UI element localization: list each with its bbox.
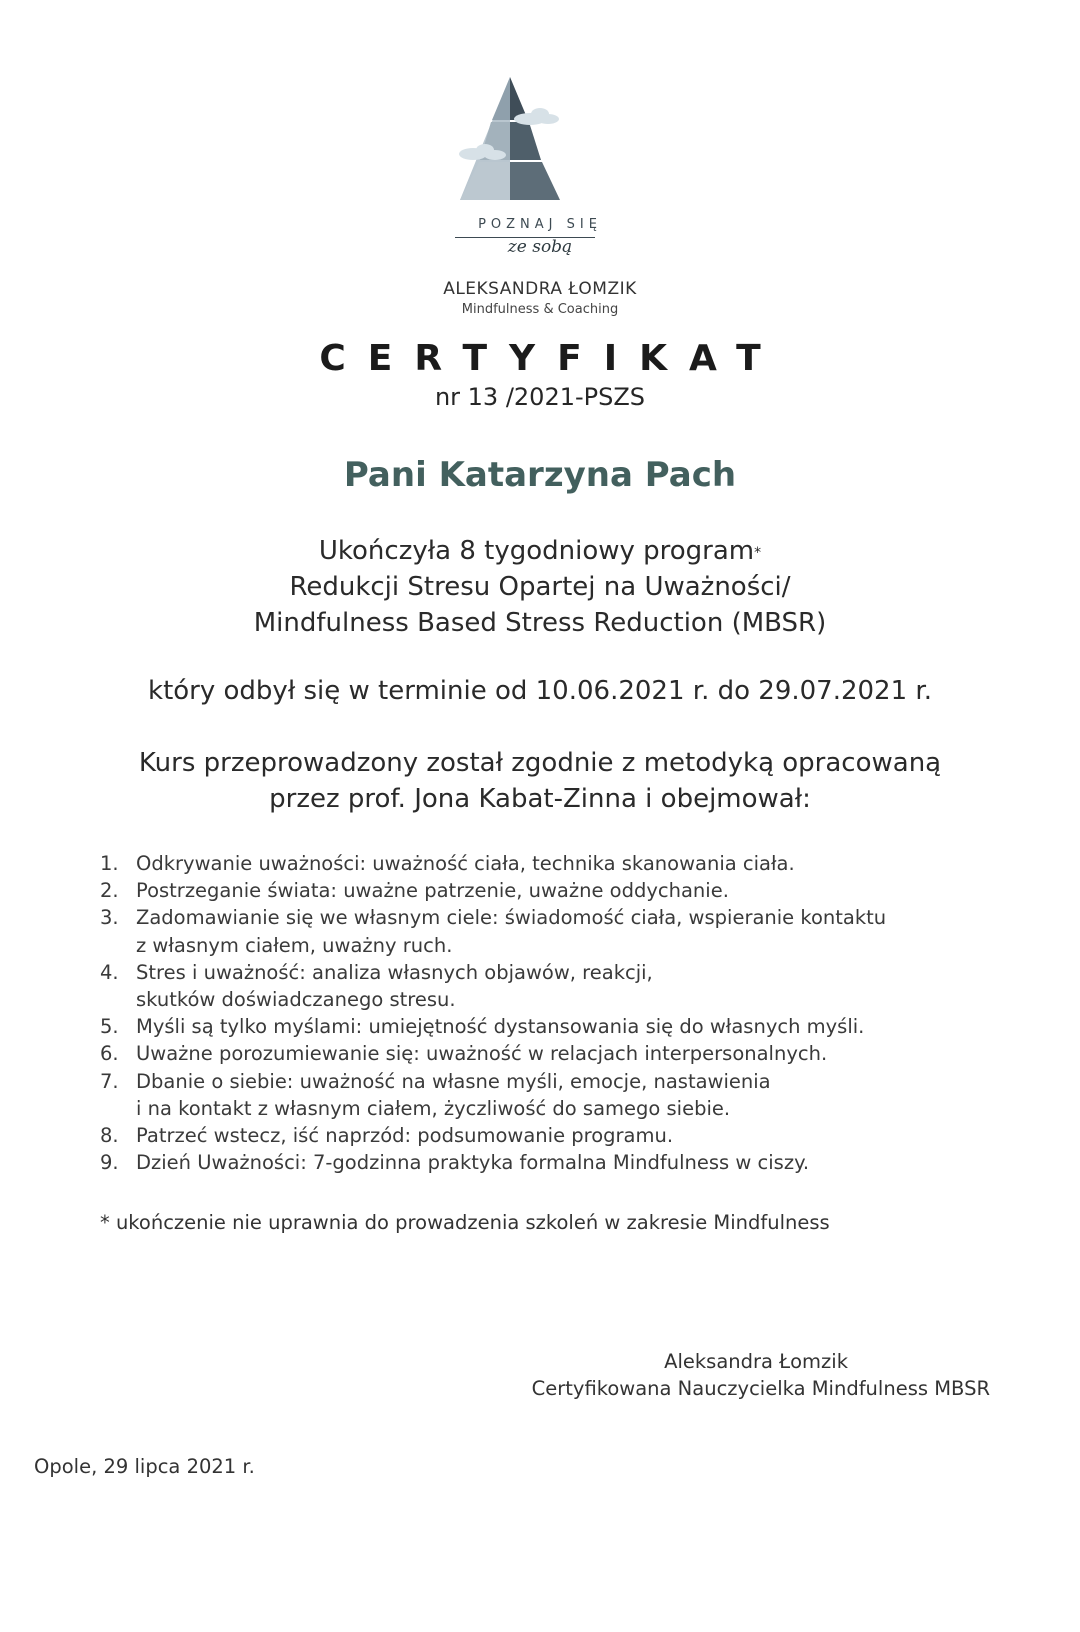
pyramid-logo-icon <box>455 72 625 217</box>
list-item-text <box>136 877 1000 904</box>
logo-left-band-1 <box>492 77 510 120</box>
list-item-number: 5. <box>100 1015 119 1039</box>
list-item-number: 2. <box>100 879 119 903</box>
list-item-line: Patrzeć wstecz, iść naprzód: podsumowanie programu. <box>136 1124 674 1148</box>
list-item-line: Odkrywanie uważności: uważność ciała, technika skanowania ciała. <box>136 852 795 875</box>
list-item-text <box>136 1149 1000 1176</box>
list-item <box>100 1149 1000 1176</box>
list-item <box>100 1122 1000 1149</box>
list-item-number: 4. <box>100 960 119 984</box>
logo-right-band-3 <box>510 162 560 200</box>
list-item-text <box>136 1122 1000 1149</box>
list-item-line: i na kontakt z własnym ciałem, życzliwość do samego siebie. <box>136 1096 731 1120</box>
list-item-number: 6. <box>100 1042 119 1066</box>
brand-subtitle: Mindfulness & Coaching <box>461 302 619 317</box>
list-item-line: z własnym ciałem, uważny ruch. <box>136 933 453 957</box>
list-item-number: 9. <box>100 1151 119 1175</box>
list-item-number: 8. <box>100 1124 119 1148</box>
logo-right-band-2 <box>510 122 541 160</box>
list-item-text <box>136 1040 1000 1067</box>
footnote: * ukończenie nie uprawnia do prowadzenia szkoleń w zakresie Mindfulness <box>100 1211 830 1234</box>
list-item <box>100 877 1000 904</box>
intro-line-3: Mindfulness Based Stress Reduction (MBSR) <box>253 608 827 638</box>
list-item <box>100 1040 1000 1067</box>
method-line-1: Kurs przeprowadzony został zgodnie z metodyką opracowaną <box>138 748 942 778</box>
signature-block <box>490 1348 990 1402</box>
list-item-line: Zadomawianie się we własnym ciele: świadomość ciała, wspieranie kontaktu <box>136 906 887 930</box>
brand-tagline-script: ze sobą <box>507 237 573 257</box>
method-line-2: przez prof. Jona Kabat-Zinna i obejmował: <box>269 784 811 814</box>
brand-name: ALEKSANDRA ŁOMZIK <box>443 279 637 299</box>
list-item-number: 7. <box>100 1069 119 1093</box>
list-item-text <box>136 1068 1000 1122</box>
list-item-line: skutków doświadczanego stresu. <box>136 988 456 1012</box>
list-item-line: Dbanie o siebie: uważność na własne myśli, emocje, nastawienia <box>136 1069 771 1093</box>
list-item <box>100 1013 1000 1040</box>
list-item <box>100 904 1000 958</box>
list-item-text <box>136 959 1000 1013</box>
list-item-number: 1. <box>100 852 119 875</box>
certificate-title: CERTYFIKAT <box>319 338 783 379</box>
list-item <box>100 1068 1000 1122</box>
list-item-text <box>136 904 1000 958</box>
course-dates: który odbył się w terminie od 10.06.2021 r. do 29.07.2021 r. <box>148 676 932 706</box>
list-item-line: Postrzeganie świata: uważne patrzenie, uważne oddychanie. <box>136 879 729 903</box>
list-item-line: Uważne porozumiewanie się: uważność w relacjach interpersonalnych. <box>136 1042 828 1066</box>
footnote-marker: * <box>754 545 762 561</box>
signer-role: Certyfikowana Nauczycielka Mindfulness MBSR <box>531 1377 990 1400</box>
intro-line-1: Ukończyła 8 tygodniowy program* <box>318 536 762 566</box>
methodology-statement <box>0 745 1080 817</box>
list-item-line: Dzień Uważności: 7-godzinna praktyka formalna Mindfulness w ciszy. <box>136 1151 810 1175</box>
certificate-number: nr 13 /2021-PSZS <box>434 383 646 411</box>
list-item-text <box>136 850 1000 877</box>
recipient-name: Pani Katarzyna Pach <box>343 455 737 495</box>
brand-tagline-top: POZNAJ SIĘ <box>478 217 602 232</box>
list-item <box>100 850 1000 877</box>
list-item <box>100 959 1000 1013</box>
intro-line-2: Redukcji Stresu Opartej na Uważności/ <box>289 572 791 602</box>
logo-left-band-3 <box>460 162 510 200</box>
program-list <box>100 850 1000 1176</box>
signer-name: Aleksandra Łomzik <box>664 1350 848 1373</box>
list-item-line: Myśli są tylko myślami: umiejętność dystansowania się do własnych myśli. <box>136 1015 865 1039</box>
place-and-date: Opole, 29 lipca 2021 r. <box>34 1455 255 1478</box>
list-item-number: 3. <box>100 906 119 930</box>
list-item-text <box>136 1013 1000 1040</box>
completion-statement <box>0 533 1080 641</box>
list-item-line: Stres i uważność: analiza własnych objawów, reakcji, <box>136 960 653 984</box>
